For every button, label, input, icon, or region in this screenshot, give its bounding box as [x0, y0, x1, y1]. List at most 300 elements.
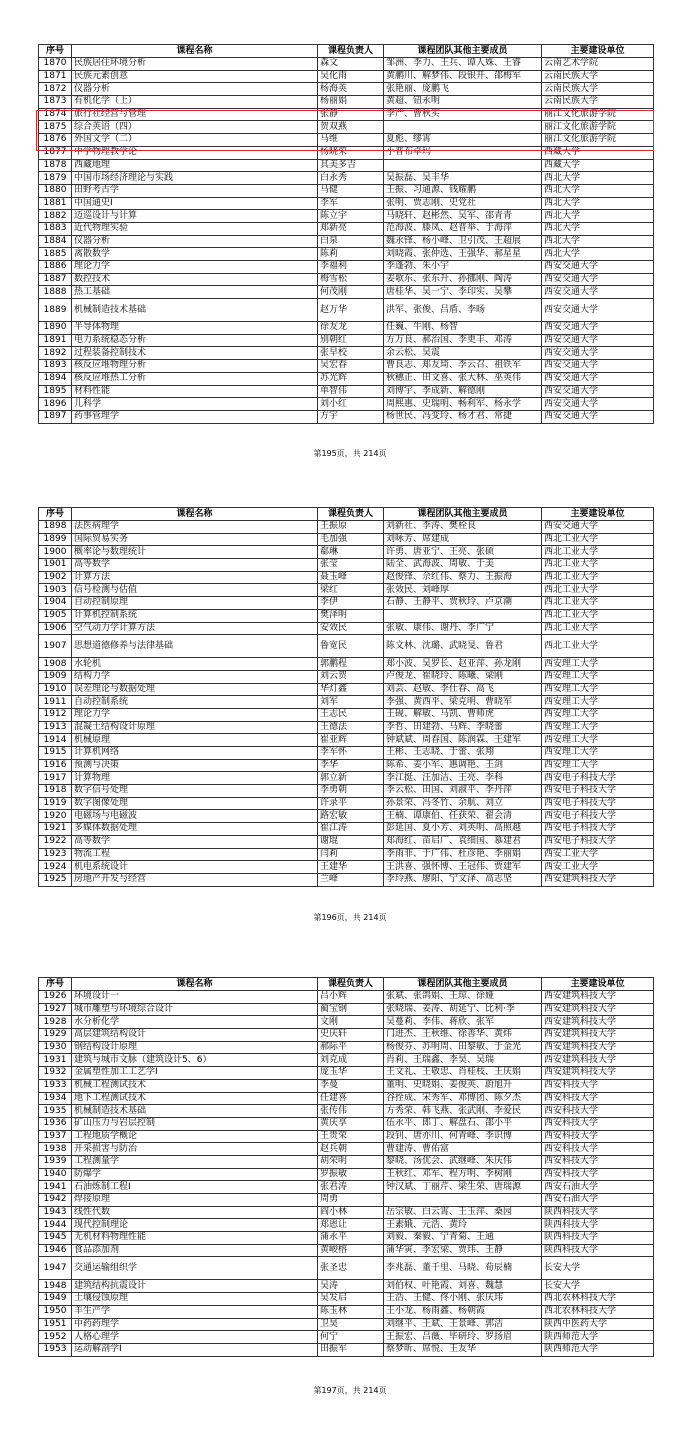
table-cell: 西安建筑科技大学 [542, 1067, 654, 1080]
table-cell: 西安科技大学 [542, 1143, 654, 1156]
table-cell: 田振军 [318, 1343, 384, 1356]
table-cell: 曹建涛、曹佑富 [384, 1143, 542, 1156]
table-cell: 吴宏春 [318, 360, 384, 373]
table-cell: 谢琨 [318, 835, 384, 848]
table-cell: 1893 [39, 360, 72, 373]
table-cell: 西安科技大学 [542, 1155, 654, 1168]
table-cell: 民族元素创意 [72, 70, 318, 83]
column-header: 课程团队其他主要成员 [384, 45, 542, 58]
table-cell: 毛加强 [318, 533, 384, 546]
table-cell: 1934 [39, 1092, 72, 1105]
table-cell: 赵俊锋、佘红伟、蔡力、王振海 [384, 571, 542, 584]
table-cell: 阎小林 [318, 1206, 384, 1219]
table-cell: 西北工业大学 [542, 546, 654, 559]
table-cell: 刘新社、李涛、樊栓良 [384, 521, 542, 534]
table-cell: 黄庆享 [318, 1117, 384, 1130]
table-row [39, 835, 654, 848]
table-cell: 崔江涛 [318, 823, 384, 836]
table-cell: 民族居住环境分析 [72, 58, 318, 71]
table-cell: 李云松、田国、刘淑平、李丹萍 [384, 785, 542, 798]
table-cell: 鲁宽民 [318, 635, 384, 658]
table-header-row [39, 978, 654, 991]
table-row [39, 1343, 654, 1356]
table-cell: 西安建筑科技大学 [542, 873, 654, 886]
table-cell: 水轮机 [72, 658, 318, 671]
table-cell: 西安科技大学 [542, 1168, 654, 1181]
table-cell: 段钊、唐亦川、何青峰、李识博 [384, 1130, 542, 1143]
table-row [39, 1003, 654, 1016]
table-cell: 1932 [39, 1067, 72, 1080]
table-cell: 电磁场与电磁波 [72, 810, 318, 823]
course-table [38, 977, 654, 1357]
table-row [39, 823, 654, 836]
table-cell: 计算机控制系统 [72, 609, 318, 622]
table-cell: 计算机网络 [72, 747, 318, 760]
table-cell: 1913 [39, 721, 72, 734]
table-cell: 西安理工大学 [542, 696, 654, 709]
table-cell: 西安建筑科技大学 [542, 991, 654, 1004]
table-cell: 1914 [39, 734, 72, 747]
table-cell: 马晓轩、赵彬然、吴军、邵青青 [384, 210, 542, 223]
table-cell: 苏光辉 [318, 372, 384, 385]
table-cell: 森文 [318, 58, 384, 71]
table-cell: 高等数学 [72, 835, 318, 848]
table-cell: 伍永平、郎丁、解盘石、邵小平 [384, 1117, 542, 1130]
table-row [39, 1092, 654, 1105]
table-cell: 1933 [39, 1079, 72, 1092]
table-cell: 李军怀 [318, 747, 384, 760]
table-cell: 1897 [39, 410, 72, 423]
table-row [39, 83, 654, 96]
table-cell: 门进杰、王秋维、徐善华、黄炜 [384, 1029, 542, 1042]
table-cell: 1904 [39, 597, 72, 610]
table-cell: 数控技术 [72, 273, 318, 286]
table-cell: 安效民 [318, 622, 384, 635]
table-cell: 西北大学 [542, 210, 654, 223]
table-cell: 陕西科技大学 [542, 1219, 654, 1232]
table-cell: 云南民族大学 [542, 83, 654, 96]
table-cell: 西北工业大学 [542, 571, 654, 584]
table-cell: 中药药理学 [72, 1318, 318, 1331]
table-cell: 高等数学 [72, 559, 318, 572]
table-cell: 1941 [39, 1181, 72, 1194]
table-cell: 王秋红、邓军、程方明、李树刚 [384, 1168, 542, 1181]
table-row [39, 322, 654, 335]
table-cell: 自动控制系统 [72, 696, 318, 709]
table-cell: 1876 [39, 134, 72, 147]
table-cell: 1878 [39, 159, 72, 172]
table-cell: 陆全、武海波、周敏、于美 [384, 559, 542, 572]
table-cell: 华灯鑫 [318, 683, 384, 696]
table-cell: 西安石油大学 [542, 1194, 654, 1207]
table-cell: 郝际平 [318, 1041, 384, 1054]
table-cell: 孙景荣、冯冬竹、余航、刘立 [384, 797, 542, 810]
table-row [39, 772, 654, 785]
table-cell: 1937 [39, 1130, 72, 1143]
table-cell: 徐友龙 [318, 322, 384, 335]
table-row [39, 261, 654, 274]
table-cell: 郑恩让 [318, 1219, 384, 1232]
table-row [39, 1105, 654, 1118]
table-row [39, 1041, 654, 1054]
table-cell: 1926 [39, 991, 72, 1004]
table-cell: 王德法 [318, 721, 384, 734]
table-cell: 1898 [39, 521, 72, 534]
table-row [39, 248, 654, 261]
table-cell: 预测与决策 [72, 759, 318, 772]
table-row [39, 172, 654, 185]
table-cell: 西安电子科技大学 [542, 785, 654, 798]
table-cell: 中国市场经济理论与实践 [72, 172, 318, 185]
table-cell: 西安理工大学 [542, 683, 654, 696]
table-row [39, 721, 654, 734]
table-cell: 陕西师范大学 [542, 1331, 654, 1344]
table-cell: 谷拴成、宋秀军、邓博团、陈夕杰 [384, 1092, 542, 1105]
table-cell: 西安建筑科技大学 [542, 1029, 654, 1042]
table-cell: 范海波、滕凤、赵普举、于海萍 [384, 222, 542, 235]
table-row [39, 797, 654, 810]
table-cell: 余云松、吴震 [384, 347, 542, 360]
table-cell: 蔺宝钢 [318, 1003, 384, 1016]
table-cell: 西安交通大学 [542, 521, 654, 534]
table-cell: 西安理工大学 [542, 734, 654, 747]
table-cell [384, 159, 542, 172]
table-cell: 张圣忠 [318, 1257, 384, 1280]
table-cell: 贺双燕 [318, 121, 384, 134]
table-cell: 1906 [39, 622, 72, 635]
table-cell: 1871 [39, 70, 72, 83]
table-row [39, 121, 654, 134]
table-cell: 张效民、刘峰厚 [384, 584, 542, 597]
table-cell: 张斌、张鸽娟、王琼、徐娅 [384, 991, 542, 1004]
table-cell: 王洪喜、强怀博、王冠伟、贾建军 [384, 861, 542, 874]
table-row [39, 1194, 654, 1207]
table-cell: 1875 [39, 121, 72, 134]
table-cell: 长安大学 [542, 1280, 654, 1293]
table-cell: 何茂刚 [318, 286, 384, 299]
table-cell: 西安理工大学 [542, 708, 654, 721]
table-cell: 丽江文化旅游学院 [542, 121, 654, 134]
table-cell: 房地产开发与经营 [72, 873, 318, 886]
table-cell: 李哲、田建勃、马辉、李晓蕾 [384, 721, 542, 734]
table-cell: 西安交通大学 [542, 385, 654, 398]
column-header: 课程名称 [72, 508, 318, 521]
table-row [39, 1155, 654, 1168]
table-cell: 机械工程测试技术 [72, 1079, 318, 1092]
table-cell: 1884 [39, 235, 72, 248]
table-cell: 1902 [39, 571, 72, 584]
table-cell: 1944 [39, 1219, 72, 1232]
column-header: 课程名称 [72, 978, 318, 991]
table-cell: 1928 [39, 1016, 72, 1029]
table-cell: 1952 [39, 1331, 72, 1344]
table-cell: 方宇 [318, 410, 384, 423]
table-cell: 钟斌斌、周春国、陈润霖、王建军 [384, 734, 542, 747]
table-cell: 刘毅、秦毅、宁青菊、王通 [384, 1232, 542, 1245]
table-cell: 城市雕塑与环境综合设计 [72, 1003, 318, 1016]
table-cell: 西安科技大学 [542, 1117, 654, 1130]
table-cell: 王砚、解敏、马凯、曹师虎 [384, 708, 542, 721]
table-cell: 罗振敏 [318, 1168, 384, 1181]
table-cell: 梁红 [318, 584, 384, 597]
table-cell: 何宁 [318, 1331, 384, 1344]
table-cell: 夏彪、缪霄 [384, 134, 542, 147]
table-row [39, 521, 654, 534]
table-cell: 国际贸易实务 [72, 533, 318, 546]
table-cell: 刘继平、王斌、王景峰、郭洁 [384, 1318, 542, 1331]
table-row [39, 222, 654, 235]
table-cell: 卫昊 [318, 1318, 384, 1331]
table-cell: 1919 [39, 797, 72, 810]
table-cell: 1947 [39, 1257, 72, 1280]
table-cell: 王小龙、杨雨鑫、杨朝霞 [384, 1305, 542, 1318]
table-cell: 空气动力学计算方法 [72, 622, 318, 635]
table-row [39, 1117, 654, 1130]
table-cell: 陕西中医药大学 [542, 1318, 654, 1331]
table-cell: 1909 [39, 670, 72, 683]
table-row [39, 861, 654, 874]
table-cell: 聂玉峰 [318, 571, 384, 584]
column-header: 课程名称 [72, 45, 318, 58]
table-cell: 西北大学 [542, 197, 654, 210]
table-cell: 1872 [39, 83, 72, 96]
table-cell: 吴发启 [318, 1293, 384, 1306]
table-cell: 张明、贾志刚、史党社 [384, 197, 542, 210]
table-cell: 西安石油大学 [542, 1181, 654, 1194]
table-row [39, 96, 654, 109]
table-cell: 刘克成 [318, 1054, 384, 1067]
table-cell: 误差理论与数据处理 [72, 683, 318, 696]
table-cell: 1879 [39, 172, 72, 185]
table-cell: 1889 [39, 299, 72, 322]
table-cell: 杨俊芬、苏明周、田黎敏、于金光 [384, 1041, 542, 1054]
page-footer-196: 第196页，共 214页 [313, 913, 387, 922]
table-cell: 开采损害与防治 [72, 1143, 318, 1156]
table-cell: 蔡梦昕、席悦、王友华 [384, 1343, 542, 1356]
table-cell: 离散数学 [72, 248, 318, 261]
table-cell: 1923 [39, 848, 72, 861]
table-cell: 自动控制原理 [72, 597, 318, 610]
table-row [39, 1244, 654, 1257]
table-cell: 刘芸、赵敏、李仕春、高飞 [384, 683, 542, 696]
table-cell: 李雨菲、于广伟、杜彦艳、李丽娟 [384, 848, 542, 861]
table-cell: 刘博宇、李成新、解德刚 [384, 385, 542, 398]
table-cell: 李蓬勃、朱小宇 [384, 261, 542, 274]
table-row [39, 1181, 654, 1194]
table-row [39, 70, 654, 83]
table-cell: 刘小红 [318, 398, 384, 411]
course-table [38, 44, 654, 424]
table-cell: 杨晓荣 [318, 146, 384, 159]
table-row [39, 159, 654, 172]
table-cell: 杨世民、冯变玲、杨才君、常捷 [384, 410, 542, 423]
table-cell: 西北工业大学 [542, 533, 654, 546]
table-cell: 综合英语（四） [72, 121, 318, 134]
table-cell: 1880 [39, 184, 72, 197]
table-row [39, 597, 654, 610]
table-header-row [39, 508, 654, 521]
table-row [39, 1054, 654, 1067]
table-row [39, 734, 654, 747]
column-header: 主要建设单位 [542, 978, 654, 991]
table-cell: 云南民族大学 [542, 70, 654, 83]
table-cell: 1925 [39, 873, 72, 886]
table-cell: 马健 [318, 184, 384, 197]
table-row [39, 410, 654, 423]
table-cell: 混凝土结构设计原理 [72, 721, 318, 734]
table-cell: 结构力学 [72, 670, 318, 683]
table-cell: 马维 [318, 134, 384, 147]
table-row [39, 210, 654, 223]
table-cell: 李华 [318, 759, 384, 772]
table-row [39, 1029, 654, 1042]
table-cell: 张早校 [318, 347, 384, 360]
table-row [39, 146, 654, 159]
table-cell: 吴振磊、吴丰华 [384, 172, 542, 185]
table-row [39, 696, 654, 709]
table-cell: 计算物理 [72, 772, 318, 785]
table-cell: 李勇朝 [318, 785, 384, 798]
table-cell: 庞玉华 [318, 1067, 384, 1080]
table-cell: 西北农林科技大学 [542, 1305, 654, 1318]
table-cell: 丽江文化旅游学院 [542, 134, 654, 147]
table-cell: 蒲永平 [318, 1232, 384, 1245]
table-cell: 李强、黄西平、梁克明、曹晓军 [384, 696, 542, 709]
table-cell: 邹洲、李力、王兵、谭人姝、王睿 [384, 58, 542, 71]
table-cell: 1949 [39, 1293, 72, 1306]
column-header: 序号 [39, 508, 72, 521]
table-cell: 董明、史晓娟、姜俊英、蔚旭升 [384, 1079, 542, 1092]
table-cell: 黄超、钮永明 [384, 96, 542, 109]
table-cell: 核反应堆热工分析 [72, 372, 318, 385]
table-row [39, 108, 654, 121]
table-row [39, 1331, 654, 1344]
table-cell: 1901 [39, 559, 72, 572]
table-cell: 王楠、谭康伯、任获荣、翟会清 [384, 810, 542, 823]
table-cell: 交通运输组织学 [72, 1257, 318, 1280]
table-cell: 1950 [39, 1305, 72, 1318]
table-cell: 西安建筑科技大学 [542, 1054, 654, 1067]
table-row [39, 609, 654, 622]
page-footer-195: 第195页，共 214页 [313, 449, 387, 458]
table-cell: 梅雪松 [318, 273, 384, 286]
table-cell: 机械原理 [72, 734, 318, 747]
table-cell: 西安交通大学 [542, 372, 654, 385]
table-cell: 1883 [39, 222, 72, 235]
table-cell: 崔亚辉 [318, 734, 384, 747]
table-row [39, 747, 654, 760]
table-cell: 西北工业大学 [542, 635, 654, 658]
table-cell: 西北工业大学 [542, 559, 654, 572]
table-cell: 王志民 [318, 708, 384, 721]
table-cell: 线性代数 [72, 1206, 318, 1219]
table-row [39, 1130, 654, 1143]
table-cell: 水分析化学 [72, 1016, 318, 1029]
table-cell: 1910 [39, 683, 72, 696]
table-cell: 1903 [39, 584, 72, 597]
table-cell: 运动解剖学Ⅰ [72, 1343, 318, 1356]
table-cell: 西北工业大学 [542, 609, 654, 622]
table-row [39, 273, 654, 286]
table-cell: 物流工程 [72, 848, 318, 861]
table-cell: 西安电子科技大学 [542, 835, 654, 848]
table-cell: 建筑与城市文脉（建筑设计5、6） [72, 1054, 318, 1067]
table-row [39, 360, 654, 373]
table-cell: 1935 [39, 1105, 72, 1118]
table-cell: 丽江文化旅游学院 [542, 108, 654, 121]
table-cell: 李军 [318, 197, 384, 210]
table-cell: 1917 [39, 772, 72, 785]
table-cell: 西安理工大学 [542, 747, 654, 760]
table-cell: 西北工业大学 [542, 597, 654, 610]
table-cell: 王浩、王健、佟小刚、张庆玮 [384, 1293, 542, 1306]
table-cell: 郑新亮 [318, 222, 384, 235]
table-cell: 半导体物理 [72, 322, 318, 335]
table-cell: 李江挺、汪加洁、王亮、李科 [384, 772, 542, 785]
table-cell: 数字信号处理 [72, 785, 318, 798]
table-cell: 1896 [39, 398, 72, 411]
table-cell: 唐桂华、吴一宁、李印实、吴攀 [384, 286, 542, 299]
column-header: 课程团队其他主要成员 [384, 508, 542, 521]
table-cell: 1912 [39, 708, 72, 721]
table-cell: 材料性能 [72, 385, 318, 398]
table-cell: 文刚 [318, 1016, 384, 1029]
table-cell: 秋穗正、田文喜、张大林、巫英伟 [384, 372, 542, 385]
table-cell: 西安理工大学 [542, 670, 654, 683]
table-cell: 1940 [39, 1168, 72, 1181]
table-cell: 西北大学 [542, 184, 654, 197]
table-cell: 李曼 [318, 1079, 384, 1092]
table-cell: 西安交通大学 [542, 334, 654, 347]
table-cell: 高层建筑结构设计 [72, 1029, 318, 1042]
table-cell: 云南艺术学院 [542, 58, 654, 71]
page-section-196 [38, 507, 653, 887]
table-cell: 1899 [39, 533, 72, 546]
table-cell: 1891 [39, 334, 72, 347]
table-cell: 1939 [39, 1155, 72, 1168]
table-cell: 1938 [39, 1143, 72, 1156]
table-cell: 1915 [39, 747, 72, 760]
table-cell: 西安理工大学 [542, 658, 654, 671]
table-row [39, 635, 654, 658]
column-header: 主要建设单位 [542, 45, 654, 58]
table-cell: 1874 [39, 108, 72, 121]
table-cell: 黄鹏川、解梦伟、段银开、邵梅军 [384, 70, 542, 83]
table-cell: 其美多吉 [318, 159, 384, 172]
table-cell: 王振、习通源、钱耀鹏 [384, 184, 542, 197]
table-row [39, 385, 654, 398]
table-cell: 1929 [39, 1029, 72, 1042]
table-row [39, 873, 654, 886]
table-cell: 土壤侵蚀原理 [72, 1293, 318, 1306]
table-cell: 周勇 [318, 1194, 384, 1207]
table-cell: 电力系统稳态分析 [72, 334, 318, 347]
column-header: 课程负责人 [318, 978, 384, 991]
table-cell: 岳宗敏、白云霄、王玉萍、桑园 [384, 1206, 542, 1219]
table-cell: 刘伯权、叶艳霞、刘喜、魏慧 [384, 1280, 542, 1293]
table-cell: 刘晓霞、张仲选、王强华、郝星星 [384, 248, 542, 261]
table-cell: 吴涛 [318, 1280, 384, 1293]
table-cell [384, 1194, 542, 1207]
table-cell: 法医病理学 [72, 521, 318, 534]
table-cell: 食品添加剂 [72, 1244, 318, 1257]
column-header: 课程团队其他主要成员 [384, 978, 542, 991]
table-cell: 有机化学（上） [72, 96, 318, 109]
table-row [39, 670, 654, 683]
page-footer-197: 第197页，共 214页 [313, 1386, 387, 1395]
table-cell: 机械制造技术基础 [72, 1105, 318, 1118]
table-cell: 兰峰 [318, 873, 384, 886]
